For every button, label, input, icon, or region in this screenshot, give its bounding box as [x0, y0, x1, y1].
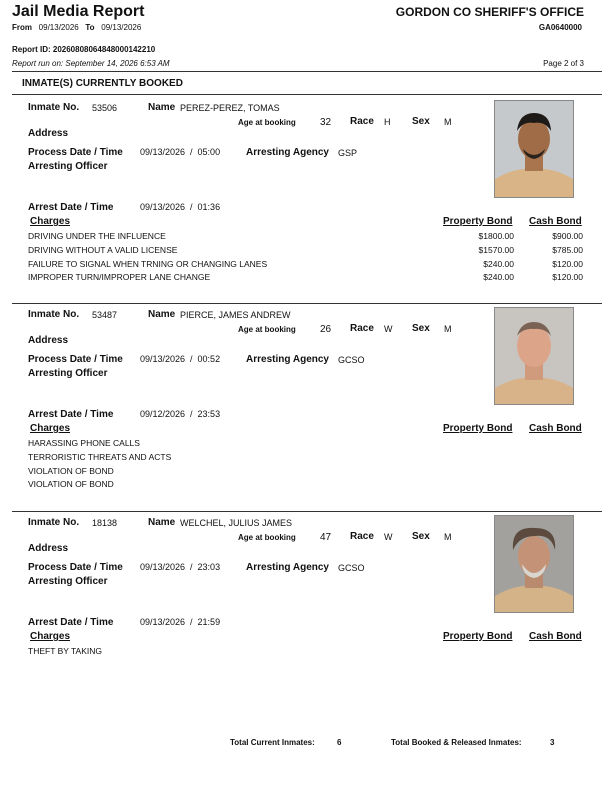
cash-bond: $120.00 — [552, 272, 583, 282]
property-bond-label: Property Bond — [443, 216, 513, 227]
to-label: To — [85, 23, 95, 32]
officer-label: Arresting Officer — [28, 161, 108, 172]
agency: GCSO — [338, 355, 365, 365]
sex-label: Sex — [412, 323, 430, 334]
race-label: Race — [350, 323, 374, 334]
officer-label: Arresting Officer — [28, 368, 108, 379]
property-bond: $240.00 — [483, 259, 514, 269]
charges-label: Charges — [30, 631, 71, 642]
process-datetime: 09/13/2026 / 00:52 — [140, 354, 221, 364]
age-label: Age at booking — [238, 325, 296, 334]
inmate-name: PIERCE, JAMES ANDREW — [180, 310, 291, 320]
process-label: Process Date / Time — [28, 354, 123, 365]
sex: M — [444, 117, 452, 127]
arrest-datetime: 09/13/2026 / 01:36 — [140, 202, 221, 212]
process-datetime: 09/13/2026 / 23:03 — [140, 562, 221, 572]
inmate-record — [12, 513, 602, 728]
process-datetime: 09/13/2026 / 05:00 — [140, 147, 221, 157]
cash-bond: $900.00 — [552, 231, 583, 241]
agency-label: Arresting Agency — [246, 562, 329, 573]
charge-item: DRIVING UNDER THE INFLUENCE — [28, 231, 166, 241]
inmate-record — [12, 305, 602, 520]
total-current-value: 6 — [337, 738, 342, 747]
inmate-name: PEREZ-PEREZ, TOMAS — [180, 103, 280, 113]
inmate-record — [12, 98, 602, 313]
inmate-no-label: Inmate No. — [28, 102, 80, 113]
race-label: Race — [350, 116, 374, 127]
agency-label: Arresting Agency — [246, 354, 329, 365]
name-label: Name — [148, 517, 176, 528]
arrest-label: Arrest Date / Time — [28, 202, 114, 213]
race-label: Race — [350, 531, 374, 542]
name-label: Name — [148, 309, 176, 320]
charge-item: HARASSING PHONE CALLS — [28, 438, 140, 448]
property-bond: $240.00 — [483, 272, 514, 282]
sex-label: Sex — [412, 531, 430, 542]
sex: M — [444, 324, 452, 334]
total-released-label: Total Booked & Released Inmates: — [391, 738, 522, 747]
cash-bond: $120.00 — [552, 259, 583, 269]
date-range — [12, 23, 141, 32]
name-label: Name — [148, 102, 176, 113]
sex: M — [444, 532, 452, 542]
race: W — [384, 532, 393, 542]
total-current-label: Total Current Inmates: — [230, 738, 315, 747]
office-name: GORDON CO SHERIFF'S OFFICE — [395, 5, 584, 19]
process-label: Process Date / Time — [28, 562, 123, 573]
arrest-label: Arrest Date / Time — [28, 617, 114, 628]
race: W — [384, 324, 393, 334]
officer-label: Arresting Officer — [28, 576, 108, 587]
age: 32 — [320, 117, 332, 128]
age: 26 — [320, 324, 332, 335]
arrest-label: Arrest Date / Time — [28, 409, 114, 420]
page-number: Page 2 of 3 — [543, 59, 584, 68]
mugshot-photo — [494, 100, 574, 198]
charge-item: FAILURE TO SIGNAL WHEN TRNING OR CHANGING LANES — [28, 259, 268, 269]
age: 47 — [320, 532, 332, 543]
arrest-datetime: 09/12/2026 / 23:53 — [140, 409, 221, 419]
agency: GSP — [338, 148, 358, 158]
report-run-on: Report run on: September 14, 2026 6:53 AM — [12, 59, 170, 68]
mugshot-photo — [494, 515, 574, 613]
record-divider — [12, 511, 602, 512]
cash-bond-label: Cash Bond — [529, 423, 582, 434]
inmate-no-label: Inmate No. — [28, 309, 80, 320]
age-label: Age at booking — [238, 118, 296, 127]
agency-label: Arresting Agency — [246, 147, 329, 158]
age-label: Age at booking — [238, 533, 296, 542]
address-label: Address — [28, 128, 69, 139]
from-label: From — [12, 23, 32, 32]
section-title: INMATE(S) CURRENTLY BOOKED — [22, 78, 183, 89]
charge-item: THEFT BY TAKING — [28, 646, 102, 656]
race: H — [384, 117, 391, 127]
sex-label: Sex — [412, 116, 430, 127]
cash-bond: $785.00 — [552, 245, 583, 255]
cash-bond-label: Cash Bond — [529, 216, 582, 227]
total-released-value: 3 — [550, 738, 555, 747]
inmate-no: 53506 — [92, 103, 118, 113]
record-divider — [12, 303, 602, 304]
property-bond-label: Property Bond — [443, 631, 513, 642]
property-bond: $1800.00 — [478, 231, 514, 241]
report-id: Report ID: 20260808064848000142210 — [12, 45, 156, 54]
inmate-no: 53487 — [92, 310, 118, 320]
arrest-datetime: 09/13/2026 / 21:59 — [140, 617, 221, 627]
inmate-no: 18138 — [92, 518, 118, 528]
charge-item: DRIVING WITHOUT A VALID LICENSE — [28, 245, 178, 255]
office-code: GA0640000 — [538, 23, 582, 32]
report-title: Jail Media Report — [12, 3, 145, 20]
charges-label: Charges — [30, 423, 71, 434]
header-divider — [12, 71, 602, 72]
to-date: 09/13/2026 — [101, 23, 142, 32]
property-bond: $1570.00 — [478, 245, 514, 255]
property-bond-label: Property Bond — [443, 423, 513, 434]
mugshot-photo — [494, 307, 574, 405]
charge-item: VIOLATION OF BOND — [28, 479, 114, 489]
inmate-no-label: Inmate No. — [28, 517, 80, 528]
address-label: Address — [28, 543, 69, 554]
inmate-name: WELCHEL, JULIUS JAMES — [180, 518, 293, 528]
from-date: 09/13/2026 — [38, 23, 79, 32]
charge-item: IMPROPER TURN/IMPROPER LANE CHANGE — [28, 272, 211, 282]
charge-item: VIOLATION OF BOND — [28, 466, 114, 476]
address-label: Address — [28, 335, 69, 346]
process-label: Process Date / Time — [28, 147, 123, 158]
agency: GCSO — [338, 563, 365, 573]
charges-label: Charges — [30, 216, 71, 227]
cash-bond-label: Cash Bond — [529, 631, 582, 642]
section-divider — [12, 94, 602, 95]
charge-item: TERRORISTIC THREATS AND ACTS — [28, 452, 172, 462]
